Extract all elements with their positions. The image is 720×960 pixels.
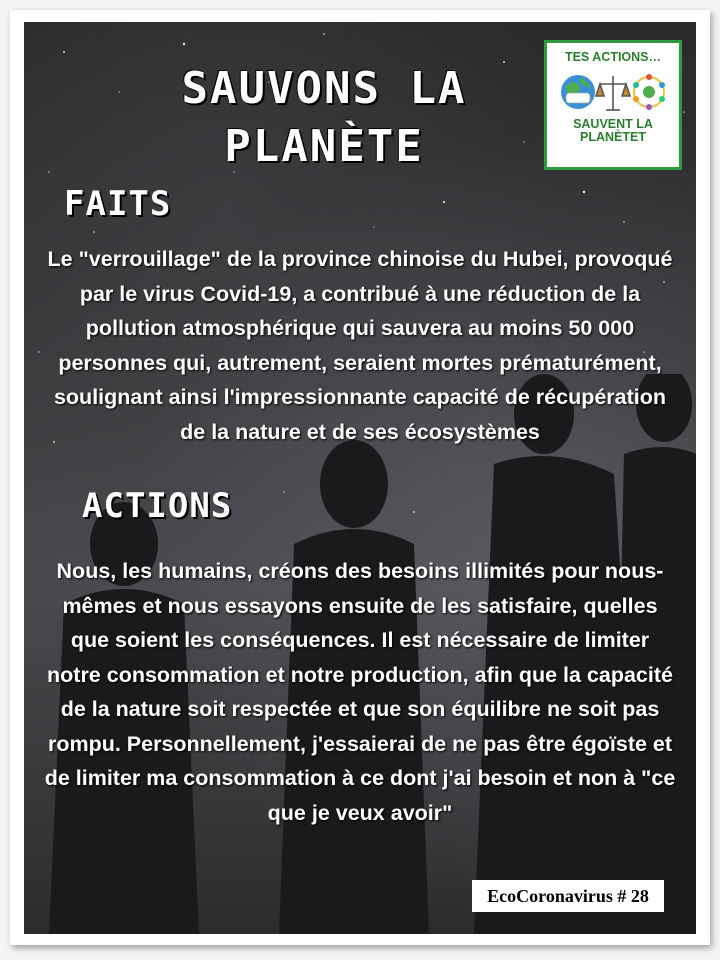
poster bbox=[24, 22, 696, 934]
actions-heading: ACTIONS bbox=[82, 486, 233, 526]
title-line-1: SAUVONS LA bbox=[181, 63, 467, 114]
facts-heading: FAITS bbox=[64, 184, 172, 224]
facts-text: Le "verrouillage" de la province chinoise du Hubei, provoqué par le virus Covid-19, a contribué à une réduction de la pollution atmosphérique qui sauvera au moins 50 000 personnes qui, autrement, seraient mortes prématurément, soulignant ainsi l'impressionnante capacité de récupération de la nature et de ses écosystèmes bbox=[47, 247, 673, 444]
logo-bottom-line-2: PLANÈTET bbox=[580, 130, 646, 144]
logo-bottom-line-1: SAUVENT LA bbox=[573, 117, 653, 131]
logo bbox=[544, 40, 682, 170]
actions-text: Nous, les humains, créons des besoins illimités pour nous-mêmes et nous essayons ensuite de les satisfaire, quelles que soient les conséquences. Il est nécessaire de limiter notre consommation et notre production, afin que la capacité de la nature soit respectée et que son équilibre ne soit pas rompu. Personnellement, j'essaierai de ne pas être égoïste et de limiter ma consommation à ce dont j'ai besoin et non à "ce que je veux avoir" bbox=[44, 559, 676, 825]
scale-icon bbox=[596, 76, 630, 110]
earth-mask-icon bbox=[561, 75, 595, 109]
logo-art bbox=[558, 66, 668, 118]
logo-bottom-text bbox=[547, 118, 679, 144]
ecocoronavirus-badge: EcoCoronavirus # 28 bbox=[472, 880, 664, 912]
poster-title bbox=[144, 60, 504, 176]
people-circle-icon bbox=[633, 74, 665, 110]
logo-top-text: TES ACTIONS… bbox=[564, 50, 662, 64]
title-line-2: PLANÈTE bbox=[224, 121, 424, 172]
